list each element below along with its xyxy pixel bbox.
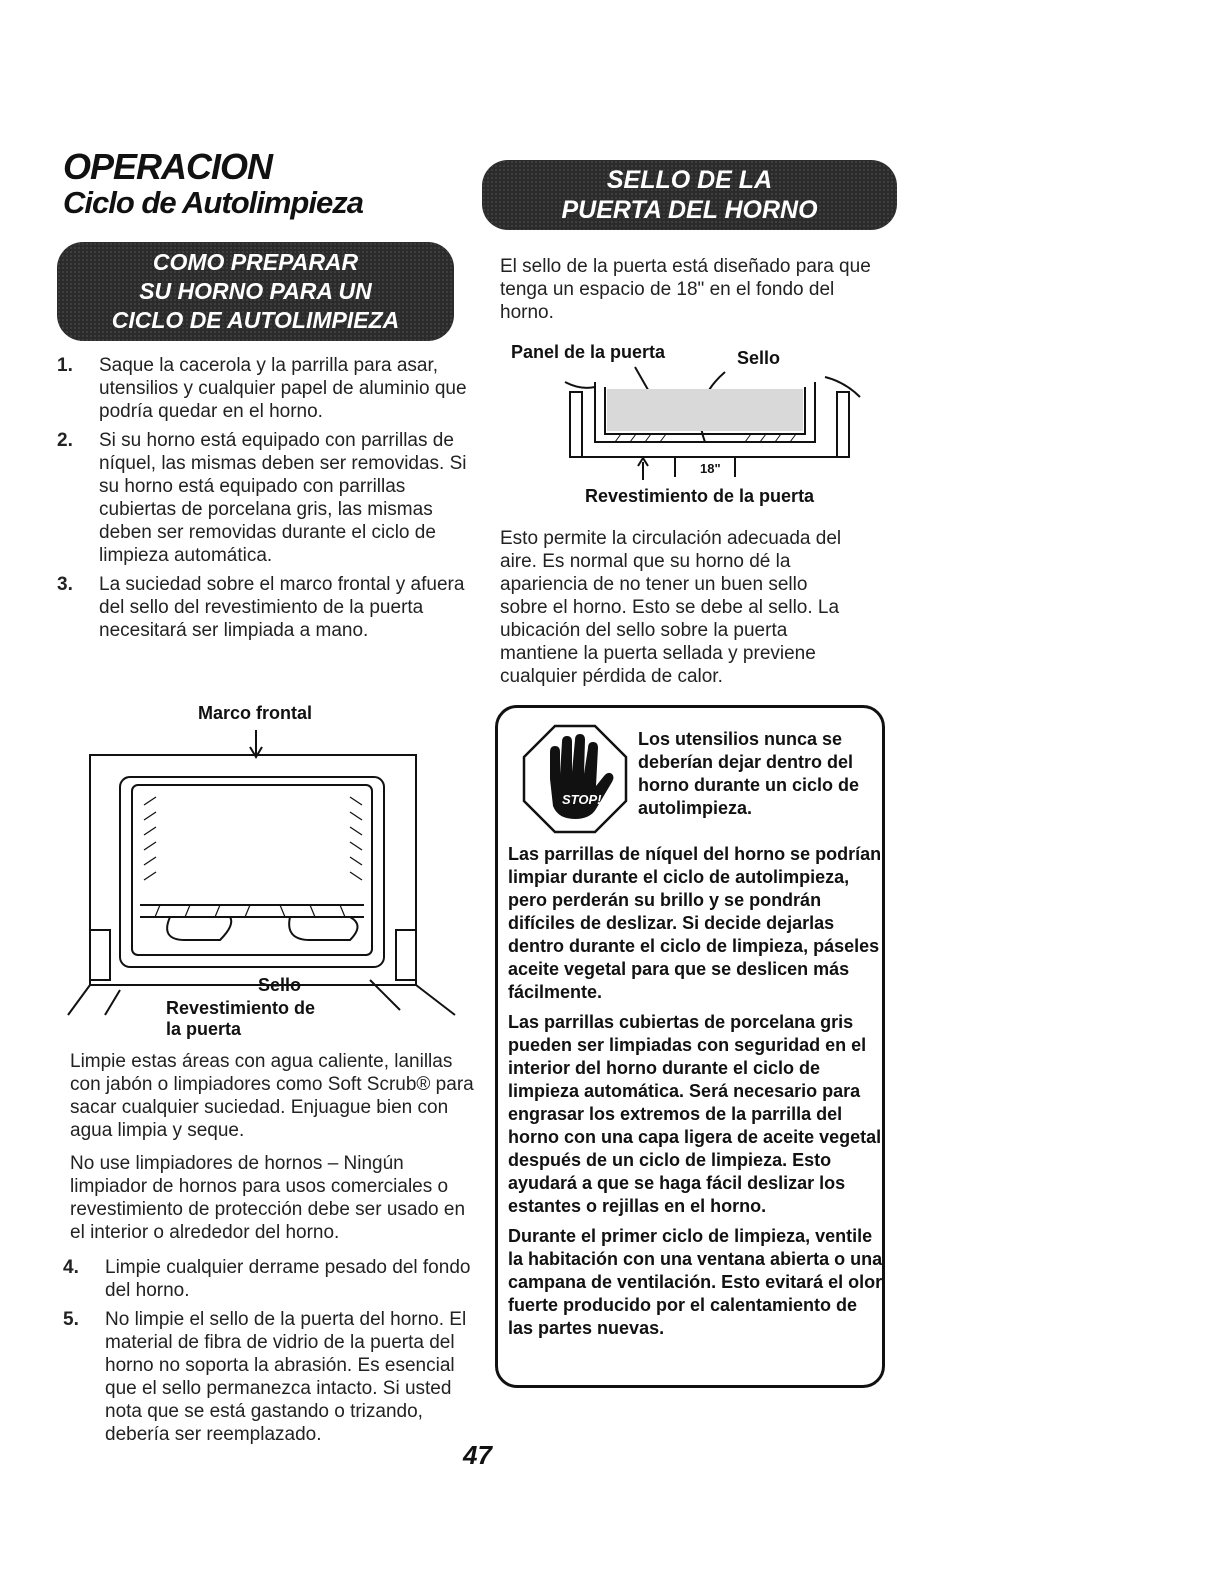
steps-list-part1 [57, 354, 467, 648]
warning-paragraph: Las parrillas cubiertas de porcelana gris pueden ser limpiadas con seguridad en el interior del horno durante el ciclo de limpieza automática. Será necesario para engrasar los extremos de la parrilla del horno con una capa ligera de aceite vegetal después de un ciclo de limpieza. Esto ayudará a que se haga fácil deslizar los estantes o rejillas en el horno. [508, 1012, 882, 1216]
step-number: 1. [57, 355, 73, 376]
paragraph: No use limpiadores de hornos – Ningún limpiador de hornos para usos comerciales o revestimiento de protección debe ser usado en el interior o alrededor del horno. [70, 1153, 466, 1243]
section-title: OPERACION [63, 146, 273, 187]
seal-intro-paragraph: El sello de la puerta está diseñado para que tenga un espacio de 18" en el fondo del horno. [500, 256, 871, 323]
seal-paragraph: Esto permite la circulación adecuada del aire. Es normal que su horno dé la apariencia de no tener un buen sello sobre el horno. Esto se debe al sello. La ubicación del sello sobre la puerta mantiene la puerta sellada y previene cualquier pérdida de calor. [500, 528, 842, 687]
figure-label-door-liner-line2: la puerta [166, 1019, 242, 1039]
banner-line: COMO PREPARAR [152, 249, 359, 275]
cleaning-instructions [70, 1050, 480, 1244]
page-number: 47 [463, 1440, 492, 1470]
stop-label: STOP! [562, 792, 602, 807]
step-number: 3. [57, 574, 73, 595]
warning-box [495, 705, 885, 1388]
banner-line: SELLO DE LA [606, 166, 773, 194]
stop-hand-icon [520, 724, 630, 834]
list-item [57, 429, 467, 567]
step-text: Limpie cualquier derrame pesado del fondo del horno. [105, 1257, 471, 1301]
warning-paragraph: Las parrillas de níquel del horno se podrían limpiar durante el ciclo de autolimpieza, pero perderán su brillo y se pondrán difíciles de deslizar. Si decide dejarlas dentro durante el ciclo de limpieza, páseles aceite vegetal para que se deslicen más fácilmente. [508, 844, 882, 1002]
paragraph: Limpie estas áreas con agua caliente, lanillas con jabón o limpiadores como Soft Scrub® para sacar cualquier suciedad. Enjuague bien con agua limpia y seque. [70, 1051, 474, 1141]
figure-label-front-frame: Marco frontal [198, 703, 313, 723]
list-item [57, 354, 467, 423]
door-seal-banner [482, 160, 897, 230]
figure-label-door-liner [166, 998, 315, 1040]
figure-dimension-label: 18" [700, 461, 721, 476]
figure-label-seal-top: Sello [737, 348, 781, 368]
banner-line: CICLO DE AUTOLIMPIEZA [111, 307, 400, 333]
list-item [63, 1308, 483, 1446]
section-subtitle: Ciclo de Autolimpieza [63, 185, 363, 220]
figure-caption-door-liner: Revestimiento de la puerta [585, 486, 815, 506]
figure-label-door-panel: Panel de la puerta [511, 342, 666, 362]
figure-label-seal: Sello [258, 975, 302, 995]
banner-line: SU HORNO PARA UN [139, 278, 372, 304]
steps-list-part2 [63, 1256, 483, 1452]
step-text: Saque la cacerola y la parrilla para asar, utensilios y cualquier papel de aluminio que podría quedar en el horno. [99, 355, 467, 422]
warning-headline: Los utensilios nunca se deberían dejar dentro del horno durante un ciclo de autolimpieza. [638, 729, 860, 818]
warning-paragraph: Durante el primer ciclo de limpieza, ventile la habitación con una ventana abierta o una campana de ventilación. Esto evitará el olor fuerte producido por el calentamiento de las partes nuevas. [508, 1226, 883, 1338]
step-text: No limpie el sello de la puerta del horno. El material de fibra de vidrio de la puerta del horno no soporta la abrasión. Es esencial que el sello permanezca intacto. Si usted nota que se está gastando o trizando, debería ser reemplazado. [105, 1309, 467, 1445]
prepare-oven-banner [57, 242, 454, 341]
list-item [57, 573, 467, 642]
figure-label-door-liner-line1: Revestimiento de [166, 998, 316, 1018]
step-text: La suciedad sobre el marco frontal y afuera del sello del revestimiento de la puerta necesitará ser limpiada a mano. [99, 574, 465, 641]
step-text: Si su horno está equipado con parrillas de níquel, las mismas deben ser removidas. Si su horno está equipado con parrillas cubiertas de porcelana gris, las mismas deben ser removidas durante el ciclo de limpieza automática. [99, 430, 467, 566]
list-item [63, 1256, 483, 1302]
step-number: 4. [63, 1257, 79, 1278]
step-number: 2. [57, 430, 73, 451]
banner-line: PUERTA DEL HORNO [561, 196, 818, 224]
step-number: 5. [63, 1309, 79, 1330]
